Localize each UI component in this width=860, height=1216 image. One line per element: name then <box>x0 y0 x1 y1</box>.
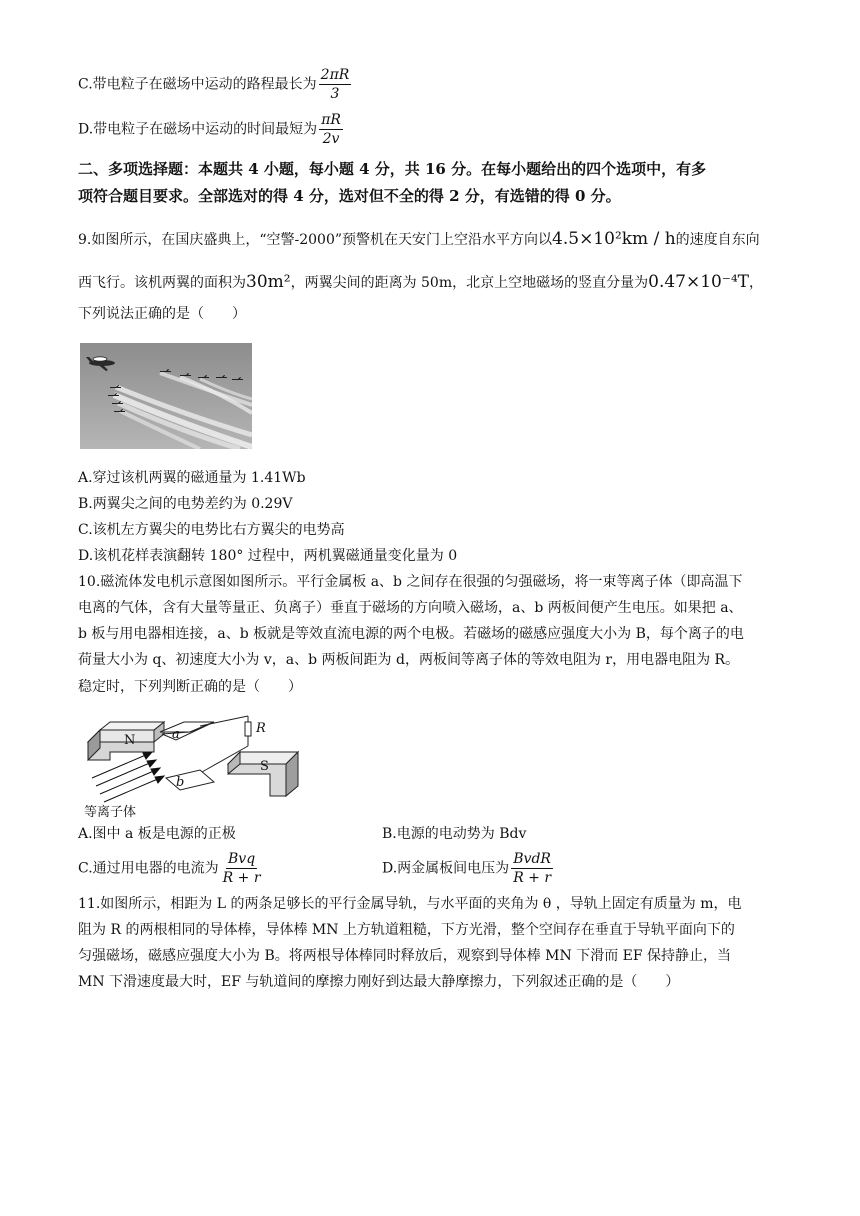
q10-option-c-fraction <box>221 850 263 887</box>
option-d-text: D.带电粒子在磁场中运动的时间最短为 <box>78 121 318 138</box>
plasma-label: 等离子体 <box>84 805 137 820</box>
fraction-numerator: πR <box>321 112 341 128</box>
plate-b <box>166 770 214 790</box>
q9-text: ， <box>748 275 763 291</box>
q11-line-4: MN 下滑速度最大时，EF 与轨道间的摩擦力刚好到达最大静摩擦力，下列叙述正确的是（ ） <box>78 974 680 990</box>
airshow-photo <box>80 343 252 449</box>
option-d-fraction <box>319 111 343 148</box>
option-c-text: C.带电粒子在磁场中运动的路程最长为 <box>78 76 317 93</box>
q10-line-5: 稳定时，下列判断正确的是（ ） <box>78 679 302 695</box>
q10-option-c <box>78 850 263 887</box>
q9-line-2 <box>78 272 763 293</box>
q10-option-d-text: D.两金属板间电压为 <box>382 860 510 877</box>
q10-option-d-fraction <box>511 850 553 887</box>
q10-line-2: 电离的气体，含有大量等量正、负离子）垂直于磁场的方向喷入磁场，a、b 两板间便产生电压。如果把 a、 <box>78 600 743 616</box>
q10-option-b: B.电源的电动势为 Bdv <box>382 826 527 842</box>
q10-line-4: 荷量大小为 q、初速度大小为 v，a、b 两板间距为 d，两板间等离子体的等效电阻为 r，用电器电阻为 R。 <box>78 652 740 668</box>
fraction-denominator: 2v <box>322 131 340 147</box>
q9-option-d: D.该机花样表演翻转 180° 过程中，两机翼磁通量变化量为 0 <box>78 548 458 564</box>
q10-line-3: b 板与用电器相连接，a、b 板就是等效直流电源的两个电极。若磁场的磁感应强度大小为 B，每个离子的电 <box>78 626 744 642</box>
airshow-image <box>80 343 252 449</box>
fraction-numerator: 2πR <box>320 67 350 83</box>
option-c-fraction <box>319 66 352 103</box>
resistor-label: R <box>256 721 266 736</box>
fraction-numerator: Bvq <box>228 851 256 867</box>
q11-line-2: 阻为 R 的两根相同的导体棒，导体棒 MN 上方轨道粗糙，下方光滑，整个空间存在垂直于导轨平面向下的 <box>78 922 735 938</box>
plate-b-label: b <box>176 775 185 790</box>
q9-field: 0.47×10⁻⁴T <box>648 272 749 292</box>
q10-option-d <box>382 850 553 887</box>
q9-text: 西飞行。该机两翼的面积为 <box>78 275 246 291</box>
resistor <box>245 722 251 736</box>
plate-a-label: a <box>172 727 180 742</box>
mhd-diagram-svg <box>80 712 312 820</box>
fraction-denominator: R + r <box>513 870 552 886</box>
q10-option-c-text: C.通过用电器的电流为 <box>78 860 219 877</box>
q9-speed: 4.5×10²km / h <box>552 229 676 249</box>
q11-line-3: 匀强磁场，磁感应强度大小为 B。将两根导体棒同时释放后，观察到导体棒 MN 下滑而 EF 保持静止，当 <box>78 948 732 964</box>
q9-text: ，两翼尖间的距离为 50m，北京上空地磁场的竖直分量为 <box>290 275 649 291</box>
section-heading-line-2: 项符合题目要求。全部选对的得 4 分，选对但不全的得 2 分，有选错的得 0 分。 <box>78 187 621 205</box>
q9-line-1 <box>78 229 760 250</box>
q9-option-a: A.穿过该机两翼的磁通量为 1.41Wb <box>78 470 306 486</box>
q10-line-1: 10.磁流体发电机示意图如图所示。平行金属板 a、b 之间存在很强的匀强磁场，将一束等离子体（即高温下 <box>78 574 743 590</box>
mhd-generator-diagram <box>80 712 312 820</box>
n-label: N <box>124 733 136 748</box>
q9-text: 的速度自东向 <box>675 232 760 248</box>
option-c-line <box>78 66 351 103</box>
s-label: S <box>260 759 269 774</box>
fraction-denominator: R + r <box>222 870 261 886</box>
fraction-denominator: 3 <box>330 86 340 102</box>
option-d-line <box>78 111 343 148</box>
section-heading-line-1: 二、多项选择题：本题共 4 小题，每小题 4 分，共 16 分。在每小题给出的四个选项中，有多 <box>78 160 707 178</box>
q9-option-b: B.两翼尖之间的电势差约为 0.29V <box>78 496 293 512</box>
q9-line-3: 下列说法正确的是（ ） <box>78 306 246 322</box>
q11-line-1: 11.如图所示，相距为 L 的两条足够长的平行金属导轨，与水平面的夹角为 θ ，导轨上固定有质量为 m，电 <box>78 896 742 912</box>
q9-area: 30m² <box>246 272 291 292</box>
plate-a <box>160 722 214 732</box>
q9-option-c: C.该机左方翼尖的电势比右方翼尖的电势高 <box>78 522 345 538</box>
q9-text: 9.如图所示，在国庆盛典上，“空警-2000”预警机在天安门上空沿水平方向以 <box>78 232 553 248</box>
q10-option-a: A.图中 a 板是电源的正极 <box>78 826 236 842</box>
fraction-numerator: BvdR <box>513 851 551 867</box>
